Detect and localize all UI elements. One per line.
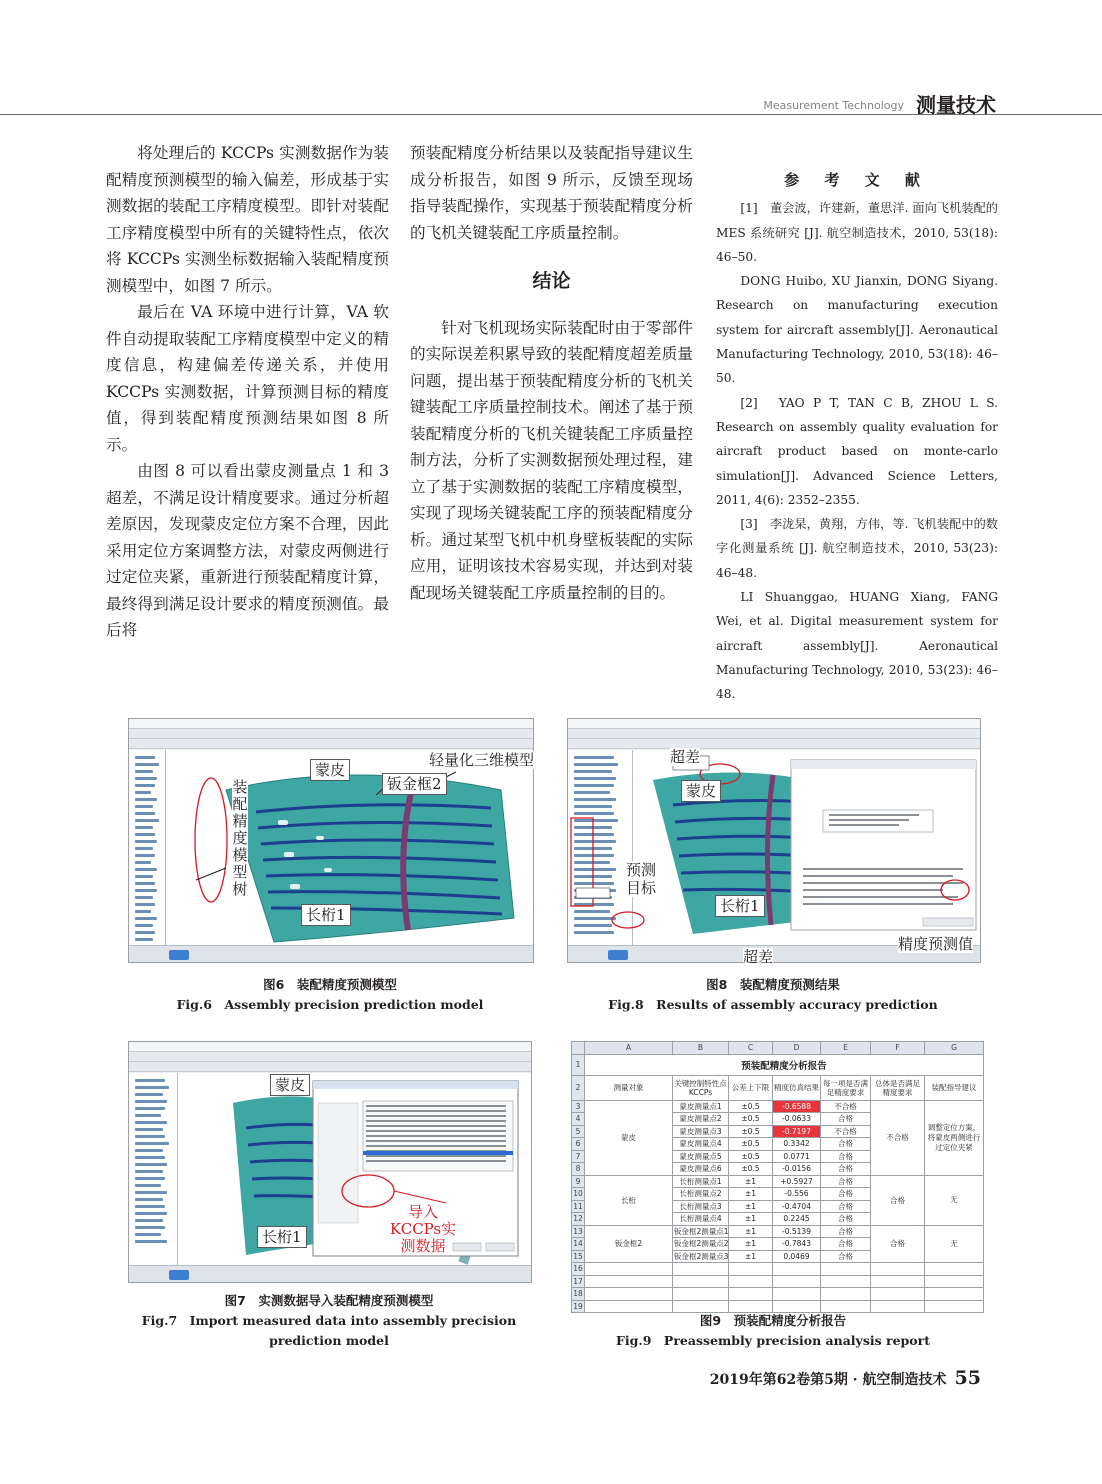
corner-cell <box>572 1042 585 1055</box>
empty-row <box>572 1263 984 1276</box>
simulation-result: 0.2245 <box>773 1213 821 1226</box>
row-number: 17 <box>573 1276 583 1286</box>
row-number: 6 <box>572 1138 585 1151</box>
reference-item: [3] 李泷杲，黄翔，方伟，等. 飞机装配中的数字化测量系统 [J]. 航空制造技术，2010, 53(23): 46–48. <box>716 517 998 580</box>
simulation-result: -0.0156 <box>773 1163 821 1176</box>
row-number: 19 <box>573 1301 583 1311</box>
item-pass-status: 合格 <box>821 1138 871 1151</box>
measured-object: 钣金框2 <box>585 1225 673 1263</box>
figure-8-caption <box>567 975 979 1015</box>
figure-6-screenshot <box>128 718 534 963</box>
figure-9-caption <box>567 1311 979 1351</box>
caption-zh: 图7 实测数据导入装配精度预测模型 <box>224 1293 434 1308</box>
row-number: 2 <box>572 1075 585 1100</box>
empty-cell <box>729 1288 773 1301</box>
kccp-point: 蒙皮测量点3 <box>673 1125 729 1138</box>
paragraph: 由图 8 可以看出蒙皮测量点 1 和 3 超差，不满足设计精度要求。通过分析超差原因，发现蒙皮定位方案不合理，因此采用定位方案调整方法，对蒙皮两侧进行过定位夹紧，重新进行预装配精度计算，最终得到满足设计要求的精度预测值。最后将 <box>106 462 389 639</box>
kccp-point: 钣金框2测量点3 <box>674 1251 729 1261</box>
references <box>716 168 998 707</box>
empty-cell <box>673 1288 729 1301</box>
row-number: 3 <box>572 1100 585 1113</box>
column-header: 每一项是否满足精度要求 <box>821 1075 871 1100</box>
row-number: 14 <box>573 1239 583 1249</box>
kccp-point: 长桁测量点4 <box>673 1213 729 1226</box>
item-pass-status: 合格 <box>821 1225 871 1238</box>
label-import-kccps: 导入KCCPs实测数据 <box>389 1203 457 1255</box>
start-button <box>169 950 189 960</box>
column-2 <box>410 140 693 606</box>
label-precision-value: 精度预测值 <box>898 935 974 953</box>
taskbar <box>129 1265 531 1282</box>
column-1 <box>106 140 389 644</box>
model-tree-panel <box>129 750 166 945</box>
empty-cell <box>773 1263 821 1276</box>
caption-en: Fig.8 Results of assembly accuracy prediction <box>608 997 938 1012</box>
model-tree-panel <box>568 750 633 945</box>
item-pass-status: 不合格 <box>821 1100 871 1113</box>
empty-row <box>572 1275 984 1288</box>
kccp-point: 蒙皮测量点6 <box>673 1163 729 1176</box>
empty-cell <box>729 1263 773 1276</box>
column-header: 装配指导建议 <box>925 1075 984 1100</box>
model-tree-panel <box>129 1073 178 1265</box>
empty-cell <box>585 1263 673 1276</box>
start-button <box>169 1270 189 1280</box>
empty-cell <box>585 1275 673 1288</box>
item-pass-status: 不合格 <box>821 1125 871 1138</box>
item-pass-status: 合格 <box>821 1188 871 1201</box>
label-skin: 蒙皮 <box>681 780 721 802</box>
paragraph: 预装配精度分析结果以及装配指导建议生成分析报告，如图 9 所示，反馈至现场指导装配操作，实现基于预装配精度分析的飞机关键装配工序质量控制。 <box>410 144 693 242</box>
column-header: 公差上下限 <box>729 1075 773 1100</box>
empty-cell <box>925 1263 984 1276</box>
item-pass-status: 合格 <box>821 1213 871 1226</box>
table-row <box>572 1054 984 1075</box>
table-row <box>572 1225 984 1238</box>
row-number: 8 <box>572 1163 585 1176</box>
simulation-result: 0.0771 <box>773 1150 821 1163</box>
item-pass-status: 合格 <box>821 1250 871 1263</box>
report-title: 预装配精度分析报告 <box>585 1054 984 1075</box>
item-pass-status: 合格 <box>821 1150 871 1163</box>
journal-section-en: Measurement Technology <box>763 99 904 112</box>
tolerance: ±1 <box>729 1238 773 1251</box>
panel-model <box>178 1073 531 1265</box>
empty-cell <box>871 1275 925 1288</box>
label-skin: 蒙皮 <box>270 1074 310 1096</box>
row-number: 16 <box>573 1264 583 1274</box>
caption-en: Fig.9 Preassembly precision analysis report <box>616 1333 930 1348</box>
caption-en: Fig.7 Import measured data into assembly precision <box>141 1313 517 1328</box>
simulation-result: -0.7197 <box>773 1125 821 1138</box>
start-button <box>608 950 628 960</box>
figure-9-spreadsheet <box>571 1041 983 1311</box>
simulation-result: -0.6588 <box>773 1100 821 1113</box>
empty-cell <box>673 1263 729 1276</box>
tolerance: ±1 <box>729 1213 773 1226</box>
toolbar <box>129 1062 531 1072</box>
measured-object: 长桁 <box>585 1175 673 1225</box>
label-frame: 钣金框2 <box>382 773 447 795</box>
row-number: 15 <box>573 1251 583 1261</box>
table-row <box>572 1100 984 1113</box>
simulation-result: -0.7843 <box>773 1238 821 1251</box>
empty-cell <box>773 1288 821 1301</box>
table-header-row <box>572 1075 984 1100</box>
column-header: 总体是否满足精度要求 <box>871 1075 925 1100</box>
figure-7-screenshot <box>128 1041 532 1283</box>
label-stringer: 长桁1 <box>257 1226 307 1248</box>
reference-item: LI Shuanggao, HUANG Xiang, FANG Wei, et al. Digital measurement system for aircraft assembly[J]. Aeronautical Manufacturing Technology, 2010, 53(23): 46–48. <box>716 590 998 702</box>
reference-item: [2] YAO P T, TAN C B, ZHOU L S. Research on assembly quality evaluation for aircraft product based on monte-carlo simulation[J]. Advanced Science Letters, 2011, 4(6): 2352–2355. <box>716 395 998 507</box>
label-stringer: 长桁1 <box>715 895 765 917</box>
menu-bar <box>129 719 533 729</box>
row-number: 5 <box>572 1125 585 1138</box>
paragraph: 将处理后的 KCCPs 实测数据作为装配精度预测模型的输入偏差，形成基于实测数据的装配工序精度模型。即针对装配工序精度模型中所有的关键特性点，依次将 KCCPs 实测坐标数据输入装配精度预测模型中，如图 7 所示。 <box>106 144 389 295</box>
empty-cell <box>821 1263 871 1276</box>
toolbar <box>129 1052 531 1062</box>
column-letter: A <box>585 1042 673 1055</box>
menu-bar <box>568 719 980 729</box>
assembly-advice: 无 <box>925 1225 984 1263</box>
tolerance: ±1 <box>729 1200 773 1213</box>
tolerance: ±0.5 <box>729 1100 773 1113</box>
item-pass-status: 合格 <box>821 1113 871 1126</box>
page-number: 55 <box>954 1367 981 1389</box>
figure-8-screenshot <box>567 718 981 966</box>
item-pass-status: 合格 <box>821 1200 871 1213</box>
kccp-point: 蒙皮测量点5 <box>673 1150 729 1163</box>
column-letter: E <box>821 1042 871 1055</box>
caption-zh: 图6 装配精度预测模型 <box>263 977 397 992</box>
row-number: 9 <box>572 1175 585 1188</box>
label-model-tree: 装配精度模型树 <box>232 778 248 898</box>
figure-6-caption <box>128 975 532 1015</box>
simulation-result: -0.0633 <box>773 1113 821 1126</box>
label-stringer: 长桁1 <box>301 904 351 926</box>
simulation-result: -0.5139 <box>773 1225 821 1238</box>
toolbar <box>568 739 980 749</box>
menu-bar <box>129 1042 531 1052</box>
paragraph: 最后在 VA 环境中进行计算，VA 软件自动提取装配工序精度模型中定义的精度信息，构建偏差传递关系，并使用 KCCPs 实测数据，计算预测目标的精度值，得到装配精度预测结果如图 8 所示。 <box>106 303 389 454</box>
assembly-advice: 调整定位方案，将蒙皮两侧进行过定位夹紧 <box>925 1100 984 1175</box>
empty-cell <box>871 1263 925 1276</box>
column-letter: F <box>871 1042 925 1055</box>
page-footer <box>710 1367 981 1389</box>
kccp-point: 蒙皮测量点1 <box>673 1100 729 1113</box>
reference-item: DONG Huibo, XU Jianxin, DONG Siyang. Research on manufacturing execution system for aircraft assembly[J]. Aeronautical Manufacturing Technology, 2010, 53(18): 46–50. <box>716 274 998 386</box>
toolbar <box>129 739 533 749</box>
section-heading-conclusion: 结论 <box>532 270 571 292</box>
column-letter-row <box>572 1042 984 1055</box>
issue-info: 2019年第62卷第5期 · 航空制造技术 <box>709 1372 947 1388</box>
tolerance: ±1 <box>729 1250 773 1263</box>
row-number: 4 <box>572 1113 585 1126</box>
row-number: 13 <box>573 1226 583 1236</box>
header-rule-right <box>1000 114 1102 115</box>
label-over-tolerance-bottom: 超差 <box>743 948 774 966</box>
empty-cell <box>925 1275 984 1288</box>
item-pass-status: 合格 <box>821 1175 871 1188</box>
row-number: 1 <box>572 1054 585 1075</box>
kccp-point: 钣金框2测量点2 <box>674 1239 729 1249</box>
tolerance: ±0.5 <box>729 1113 773 1126</box>
empty-cell <box>821 1275 871 1288</box>
caption-zh: 图8 装配精度预测结果 <box>706 977 840 992</box>
tolerance: ±1 <box>729 1188 773 1201</box>
kccp-point: 蒙皮测量点4 <box>673 1138 729 1151</box>
simulation-result: 0.0469 <box>773 1250 821 1263</box>
label-prediction-target: 预测目标 <box>626 861 657 897</box>
row-number: 7 <box>572 1150 585 1163</box>
label-skin: 蒙皮 <box>310 759 350 781</box>
simulation-result: -0.556 <box>773 1188 821 1201</box>
toolbar <box>568 729 980 739</box>
simulation-result: -0.4704 <box>773 1200 821 1213</box>
column-header: 精度仿真结果 <box>773 1075 821 1100</box>
empty-cell <box>925 1288 984 1301</box>
table-row <box>572 1175 984 1188</box>
tolerance: ±0.5 <box>729 1163 773 1176</box>
kccp-point: 长桁测量点1 <box>673 1175 729 1188</box>
empty-cell <box>729 1275 773 1288</box>
caption-zh: 图9 预装配精度分析报告 <box>699 1313 847 1328</box>
tolerance: ±0.5 <box>729 1125 773 1138</box>
empty-cell <box>673 1275 729 1288</box>
item-pass-status: 合格 <box>821 1163 871 1176</box>
empty-cell <box>871 1288 925 1301</box>
empty-cell <box>585 1288 673 1301</box>
tolerance: ±0.5 <box>729 1138 773 1151</box>
row-number: 12 <box>573 1214 583 1224</box>
figure-7-caption <box>128 1291 530 1351</box>
overall-pass-status: 合格 <box>871 1175 925 1225</box>
reference-item: [1] 董会波，许建新，董思洋. 面向飞机装配的 MES 系统研究 [J]. 航空制造技术，2010, 53(18): 46–50. <box>716 201 998 264</box>
column-header: 关键控制特性点KCCPs <box>673 1075 729 1100</box>
empty-cell <box>821 1288 871 1301</box>
label-lightweight-model: 轻量化三维模型 <box>429 751 535 769</box>
kccp-point: 长桁测量点2 <box>673 1188 729 1201</box>
kccp-point: 长桁测量点3 <box>673 1200 729 1213</box>
caption-en: Fig.6 Assembly precision prediction model <box>176 997 484 1012</box>
assembly-advice: 无 <box>925 1175 984 1225</box>
empty-row <box>572 1288 984 1301</box>
measured-object: 蒙皮 <box>585 1100 673 1175</box>
column-header: 测量对象 <box>585 1075 673 1100</box>
kccp-point: 钣金框2测量点1 <box>674 1226 729 1236</box>
tolerance: ±0.5 <box>729 1150 773 1163</box>
tolerance: ±1 <box>729 1225 773 1238</box>
paragraph: 针对飞机现场实际装配时由于零部件的实际误差积累导致的装配精度超差质量问题，提出基于预装配精度分析的飞机关键装配工序质量控制技术。阐述了基于预装配精度分析的飞机关键装配工序质量控制方法，分析了实测数据预处理过程，建立了基于实测数据的装配工序精度模型，实现了现场关键装配工序的预装配精度分析。通过某型飞机中机身壁板装配的实际应用，证明该技术容易实现，并达到对装配现场关键装配工序质量控制的目的。 <box>410 318 693 602</box>
label-over-tolerance-top: 超差 <box>670 748 701 766</box>
references-heading: 参 考 文 献 <box>784 171 930 189</box>
item-pass-status: 合格 <box>821 1238 871 1251</box>
row-number: 11 <box>573 1201 583 1211</box>
empty-cell <box>773 1275 821 1288</box>
caption-en-continued: prediction model <box>269 1333 389 1348</box>
overall-pass-status: 不合格 <box>871 1100 925 1175</box>
overall-pass-status: 合格 <box>871 1225 925 1263</box>
taskbar <box>129 945 533 962</box>
simulation-result: 0.3342 <box>773 1138 821 1151</box>
journal-section-zh: 测量技术 <box>916 93 996 117</box>
row-number: 10 <box>573 1189 583 1199</box>
3d-viewport <box>178 1073 531 1265</box>
simulation-result: +0.5927 <box>773 1175 821 1188</box>
kccp-point: 蒙皮测量点2 <box>673 1113 729 1126</box>
row-number: 18 <box>573 1289 583 1299</box>
toolbar <box>129 729 533 739</box>
column-letter: D <box>773 1042 821 1055</box>
precision-analysis-report-table <box>571 1041 984 1313</box>
tolerance: ±1 <box>729 1175 773 1188</box>
column-letter: C <box>729 1042 773 1055</box>
header-rule <box>0 114 1000 115</box>
column-letter: G <box>925 1042 984 1055</box>
column-letter: B <box>673 1042 729 1055</box>
